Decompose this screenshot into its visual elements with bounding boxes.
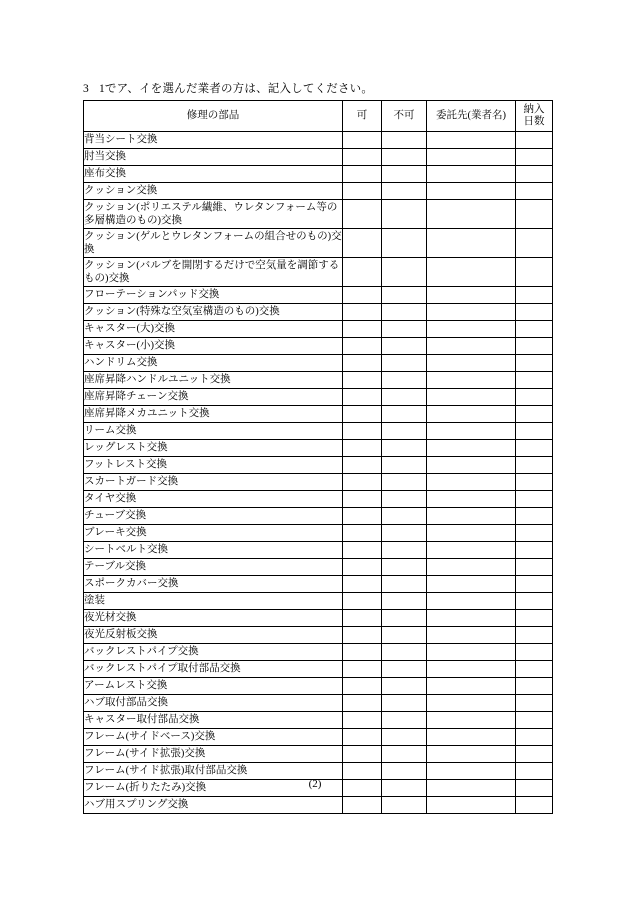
- section-heading-text: 1でア、イを選んだ業者の方は、記入してください。: [98, 83, 374, 95]
- cell-ok[interactable]: [343, 644, 382, 661]
- cell-part-name: 座席昇降ハンドルユニット交換: [84, 372, 343, 389]
- cell-delivery-days[interactable]: [516, 729, 553, 746]
- cell-part-name: クッション(特殊な空気室構造のもの)交換: [84, 304, 343, 321]
- cell-ok[interactable]: [343, 132, 382, 149]
- cell-part-name: バックレストパイプ交換: [84, 644, 343, 661]
- cell-part-name: クッション(ポリエステル繊維、ウレタンフォーム等の多層構造のもの)交換: [84, 200, 343, 229]
- cell-not-possible[interactable]: [382, 132, 427, 149]
- cell-delivery-days[interactable]: [516, 576, 553, 593]
- table-row: [84, 491, 553, 508]
- cell-delivery-days[interactable]: [516, 525, 553, 542]
- cell-part-name: テーブル交換: [84, 559, 343, 576]
- cell-not-possible[interactable]: [382, 542, 427, 559]
- cell-not-possible[interactable]: [382, 610, 427, 627]
- cell-ok[interactable]: [343, 423, 382, 440]
- cell-vendor[interactable]: [427, 372, 516, 389]
- table-row: [84, 287, 553, 304]
- cell-vendor[interactable]: [427, 525, 516, 542]
- cell-not-possible[interactable]: [382, 229, 427, 258]
- cell-ok[interactable]: [343, 610, 382, 627]
- cell-not-possible[interactable]: [382, 372, 427, 389]
- cell-part-name: ブレーキ交換: [84, 525, 343, 542]
- cell-ok[interactable]: [343, 576, 382, 593]
- cell-vendor[interactable]: [427, 763, 516, 780]
- cell-vendor[interactable]: [427, 440, 516, 457]
- cell-delivery-days[interactable]: [516, 229, 553, 258]
- cell-delivery-days[interactable]: [516, 763, 553, 780]
- cell-vendor[interactable]: [427, 644, 516, 661]
- cell-part-name: スポークカバー交換: [84, 576, 343, 593]
- cell-not-possible[interactable]: [382, 183, 427, 200]
- cell-delivery-days[interactable]: [516, 627, 553, 644]
- cell-ok[interactable]: [343, 372, 382, 389]
- table-row: [84, 746, 553, 763]
- cell-part-name: ハブ用スプリング交換: [84, 797, 343, 814]
- table-row: [84, 304, 553, 321]
- cell-delivery-days[interactable]: [516, 304, 553, 321]
- cell-delivery-days[interactable]: [516, 258, 553, 287]
- table-row: [84, 542, 553, 559]
- table-row: [84, 729, 553, 746]
- cell-part-name: 夜光反射板交換: [84, 627, 343, 644]
- cell-delivery-days[interactable]: [516, 406, 553, 423]
- cell-ok[interactable]: [343, 200, 382, 229]
- cell-vendor[interactable]: [427, 457, 516, 474]
- cell-ok[interactable]: [343, 559, 382, 576]
- cell-delivery-days[interactable]: [516, 644, 553, 661]
- cell-delivery-days[interactable]: [516, 474, 553, 491]
- cell-part-name: バックレストパイプ取付部品交換: [84, 661, 343, 678]
- cell-part-name: クッション交換: [84, 183, 343, 200]
- table-row: [84, 593, 553, 610]
- cell-delivery-days[interactable]: [516, 287, 553, 304]
- cell-ok[interactable]: [343, 661, 382, 678]
- cell-delivery-days[interactable]: [516, 440, 553, 457]
- cell-vendor[interactable]: [427, 258, 516, 287]
- cell-not-possible[interactable]: [382, 304, 427, 321]
- cell-not-possible[interactable]: [382, 423, 427, 440]
- cell-ok[interactable]: [343, 457, 382, 474]
- cell-delivery-days[interactable]: [516, 321, 553, 338]
- cell-ok[interactable]: [343, 321, 382, 338]
- cell-part-name: クッション(バルブを開閉するだけで空気量を調節するもの)交換: [84, 258, 343, 287]
- table-row: [84, 610, 553, 627]
- cell-ok[interactable]: [343, 695, 382, 712]
- table-row: [84, 763, 553, 780]
- cell-not-possible[interactable]: [382, 200, 427, 229]
- table-row: [84, 661, 553, 678]
- cell-not-possible[interactable]: [382, 661, 427, 678]
- table-row: [84, 576, 553, 593]
- cell-not-possible[interactable]: [382, 355, 427, 372]
- cell-ok[interactable]: [343, 304, 382, 321]
- cell-not-possible[interactable]: [382, 258, 427, 287]
- cell-vendor[interactable]: [427, 389, 516, 406]
- table-row: [84, 389, 553, 406]
- cell-not-possible[interactable]: [382, 695, 427, 712]
- cell-not-possible[interactable]: [382, 440, 427, 457]
- column-header-vendor: 委託先(業者名): [427, 101, 516, 132]
- cell-part-name: ハブ取付部品交換: [84, 695, 343, 712]
- cell-not-possible[interactable]: [382, 491, 427, 508]
- cell-ok[interactable]: [343, 508, 382, 525]
- cell-vendor[interactable]: [427, 406, 516, 423]
- cell-not-possible[interactable]: [382, 166, 427, 183]
- cell-ok[interactable]: [343, 406, 382, 423]
- cell-part-name: フットレスト交換: [84, 457, 343, 474]
- table-row: [84, 423, 553, 440]
- cell-part-name: チューブ交換: [84, 508, 343, 525]
- cell-ok[interactable]: [343, 797, 382, 814]
- table-row: [84, 678, 553, 695]
- cell-vendor[interactable]: [427, 287, 516, 304]
- cell-delivery-days[interactable]: [516, 559, 553, 576]
- cell-part-name: フレーム(サイド拡張)交換: [84, 746, 343, 763]
- cell-ok[interactable]: [343, 355, 382, 372]
- cell-not-possible[interactable]: [382, 576, 427, 593]
- cell-part-name: キャスター(大)交換: [84, 321, 343, 338]
- cell-delivery-days[interactable]: [516, 491, 553, 508]
- cell-vendor[interactable]: [427, 542, 516, 559]
- cell-not-possible[interactable]: [382, 338, 427, 355]
- cell-vendor[interactable]: [427, 593, 516, 610]
- cell-vendor[interactable]: [427, 132, 516, 149]
- cell-delivery-days[interactable]: [516, 712, 553, 729]
- cell-part-name: キャスター(小)交換: [84, 338, 343, 355]
- cell-delivery-days[interactable]: [516, 372, 553, 389]
- cell-part-name: クッション(ゲルとウレタンフォームの組合せのもの)交換: [84, 229, 343, 258]
- cell-part-name: フレーム(サイドベース)交換: [84, 729, 343, 746]
- cell-not-possible[interactable]: [382, 763, 427, 780]
- cell-ok[interactable]: [343, 338, 382, 355]
- cell-part-name: 夜光材交換: [84, 610, 343, 627]
- cell-part-name: 座席昇降メカユニット交換: [84, 406, 343, 423]
- table-header-row: [84, 101, 553, 132]
- table-row: [84, 644, 553, 661]
- cell-not-possible[interactable]: [382, 508, 427, 525]
- cell-part-name: 塗装: [84, 593, 343, 610]
- table-row: [84, 132, 553, 149]
- table-row: [84, 457, 553, 474]
- cell-part-name: 座席昇降チェーン交換: [84, 389, 343, 406]
- cell-vendor[interactable]: [427, 695, 516, 712]
- cell-part-name: 背当シート交換: [84, 132, 343, 149]
- cell-vendor[interactable]: [427, 149, 516, 166]
- cell-part-name: タイヤ交換: [84, 491, 343, 508]
- cell-delivery-days[interactable]: [516, 389, 553, 406]
- cell-ok[interactable]: [343, 287, 382, 304]
- cell-not-possible[interactable]: [382, 149, 427, 166]
- table-row: [84, 166, 553, 183]
- cell-ok[interactable]: [343, 746, 382, 763]
- cell-ok[interactable]: [343, 627, 382, 644]
- cell-delivery-days[interactable]: [516, 746, 553, 763]
- cell-vendor[interactable]: [427, 355, 516, 372]
- table-row: [84, 712, 553, 729]
- cell-part-name: フレーム(折りたたみ)交換: [84, 780, 343, 797]
- cell-not-possible[interactable]: [382, 797, 427, 814]
- section-heading-number: 3: [83, 83, 89, 95]
- column-header-not-possible: 不可: [382, 101, 427, 132]
- cell-vendor[interactable]: [427, 678, 516, 695]
- cell-vendor[interactable]: [427, 508, 516, 525]
- table-row: [84, 406, 553, 423]
- column-header-delivery-days: [516, 101, 553, 132]
- table-row: [84, 559, 553, 576]
- cell-vendor[interactable]: [427, 321, 516, 338]
- column-header-delivery-days-line1: 納入: [523, 103, 545, 115]
- table-row: [84, 797, 553, 814]
- table-header: [84, 101, 553, 132]
- cell-not-possible[interactable]: [382, 729, 427, 746]
- cell-vendor[interactable]: [427, 200, 516, 229]
- cell-vendor[interactable]: [427, 610, 516, 627]
- cell-vendor[interactable]: [427, 576, 516, 593]
- table-row: [84, 321, 553, 338]
- cell-vendor[interactable]: [427, 491, 516, 508]
- cell-ok[interactable]: [343, 525, 382, 542]
- cell-delivery-days[interactable]: [516, 166, 553, 183]
- cell-part-name: アームレスト交換: [84, 678, 343, 695]
- cell-ok[interactable]: [343, 678, 382, 695]
- cell-delivery-days[interactable]: [516, 593, 553, 610]
- table-row: [84, 338, 553, 355]
- cell-delivery-days[interactable]: [516, 149, 553, 166]
- table-row: [84, 200, 553, 229]
- column-header-delivery-days-line2: 日数: [523, 116, 545, 127]
- cell-ok[interactable]: [343, 729, 382, 746]
- cell-ok[interactable]: [343, 593, 382, 610]
- cell-not-possible[interactable]: [382, 746, 427, 763]
- cell-not-possible[interactable]: [382, 678, 427, 695]
- cell-vendor[interactable]: [427, 661, 516, 678]
- cell-not-possible[interactable]: [382, 559, 427, 576]
- cell-delivery-days[interactable]: [516, 508, 553, 525]
- table-row: [84, 258, 553, 287]
- cell-not-possible[interactable]: [382, 525, 427, 542]
- cell-part-name: 肘当交換: [84, 149, 343, 166]
- table-row: [84, 440, 553, 457]
- cell-ok[interactable]: [343, 258, 382, 287]
- cell-delivery-days[interactable]: [516, 423, 553, 440]
- page-number: (2): [308, 778, 322, 790]
- cell-part-name: スカートガード交換: [84, 474, 343, 491]
- cell-ok[interactable]: [343, 542, 382, 559]
- cell-part-name: 座布交換: [84, 166, 343, 183]
- table-row: [84, 355, 553, 372]
- table-row: [84, 372, 553, 389]
- cell-part-name: リーム交換: [84, 423, 343, 440]
- cell-not-possible[interactable]: [382, 389, 427, 406]
- cell-not-possible[interactable]: [382, 474, 427, 491]
- cell-delivery-days[interactable]: [516, 695, 553, 712]
- cell-not-possible[interactable]: [382, 644, 427, 661]
- cell-ok[interactable]: [343, 440, 382, 457]
- cell-vendor[interactable]: [427, 166, 516, 183]
- cell-vendor[interactable]: [427, 559, 516, 576]
- cell-ok[interactable]: [343, 183, 382, 200]
- cell-not-possible[interactable]: [382, 627, 427, 644]
- cell-delivery-days[interactable]: [516, 457, 553, 474]
- cell-delivery-days[interactable]: [516, 338, 553, 355]
- cell-ok[interactable]: [343, 166, 382, 183]
- cell-part-name: ハンドリム交換: [84, 355, 343, 372]
- table-body: [84, 132, 553, 814]
- cell-ok[interactable]: [343, 149, 382, 166]
- cell-vendor[interactable]: [427, 746, 516, 763]
- cell-ok[interactable]: [343, 474, 382, 491]
- cell-not-possible[interactable]: [382, 593, 427, 610]
- cell-vendor[interactable]: [427, 627, 516, 644]
- cell-not-possible[interactable]: [382, 321, 427, 338]
- cell-delivery-days[interactable]: [516, 661, 553, 678]
- cell-ok[interactable]: [343, 712, 382, 729]
- cell-delivery-days[interactable]: [516, 200, 553, 229]
- cell-vendor[interactable]: [427, 183, 516, 200]
- cell-ok[interactable]: [343, 763, 382, 780]
- table-row: [84, 627, 553, 644]
- cell-not-possible[interactable]: [382, 457, 427, 474]
- table-row: [84, 183, 553, 200]
- cell-delivery-days[interactable]: [516, 678, 553, 695]
- cell-vendor[interactable]: [427, 797, 516, 814]
- column-header-ok: 可: [343, 101, 382, 132]
- cell-part-name: レッグレスト交換: [84, 440, 343, 457]
- cell-vendor[interactable]: [427, 474, 516, 491]
- cell-ok[interactable]: [343, 491, 382, 508]
- cell-vendor[interactable]: [427, 712, 516, 729]
- table-row: [84, 229, 553, 258]
- cell-delivery-days[interactable]: [516, 542, 553, 559]
- cell-delivery-days[interactable]: [516, 132, 553, 149]
- cell-part-name: シートベルト交換: [84, 542, 343, 559]
- cell-delivery-days[interactable]: [516, 797, 553, 814]
- cell-vendor[interactable]: [427, 423, 516, 440]
- cell-vendor[interactable]: [427, 729, 516, 746]
- cell-vendor[interactable]: [427, 229, 516, 258]
- cell-not-possible[interactable]: [382, 406, 427, 423]
- table-row: [84, 149, 553, 166]
- cell-not-possible[interactable]: [382, 287, 427, 304]
- section-heading: [83, 80, 373, 96]
- cell-ok[interactable]: [343, 389, 382, 406]
- cell-part-name: フローテーションパッド交換: [84, 287, 343, 304]
- repair-parts-table: [83, 100, 553, 814]
- cell-not-possible[interactable]: [382, 712, 427, 729]
- table-row: [84, 474, 553, 491]
- cell-delivery-days[interactable]: [516, 355, 553, 372]
- cell-vendor[interactable]: [427, 304, 516, 321]
- cell-ok[interactable]: [343, 229, 382, 258]
- table-row: [84, 695, 553, 712]
- column-header-part-name: 修理の部品: [84, 101, 343, 132]
- cell-part-name: キャスター取付部品交換: [84, 712, 343, 729]
- cell-vendor[interactable]: [427, 338, 516, 355]
- cell-part-name: フレーム(サイド拡張)取付部品交換: [84, 763, 343, 780]
- cell-delivery-days[interactable]: [516, 183, 553, 200]
- cell-delivery-days[interactable]: [516, 610, 553, 627]
- table-row: [84, 525, 553, 542]
- table-row: [84, 508, 553, 525]
